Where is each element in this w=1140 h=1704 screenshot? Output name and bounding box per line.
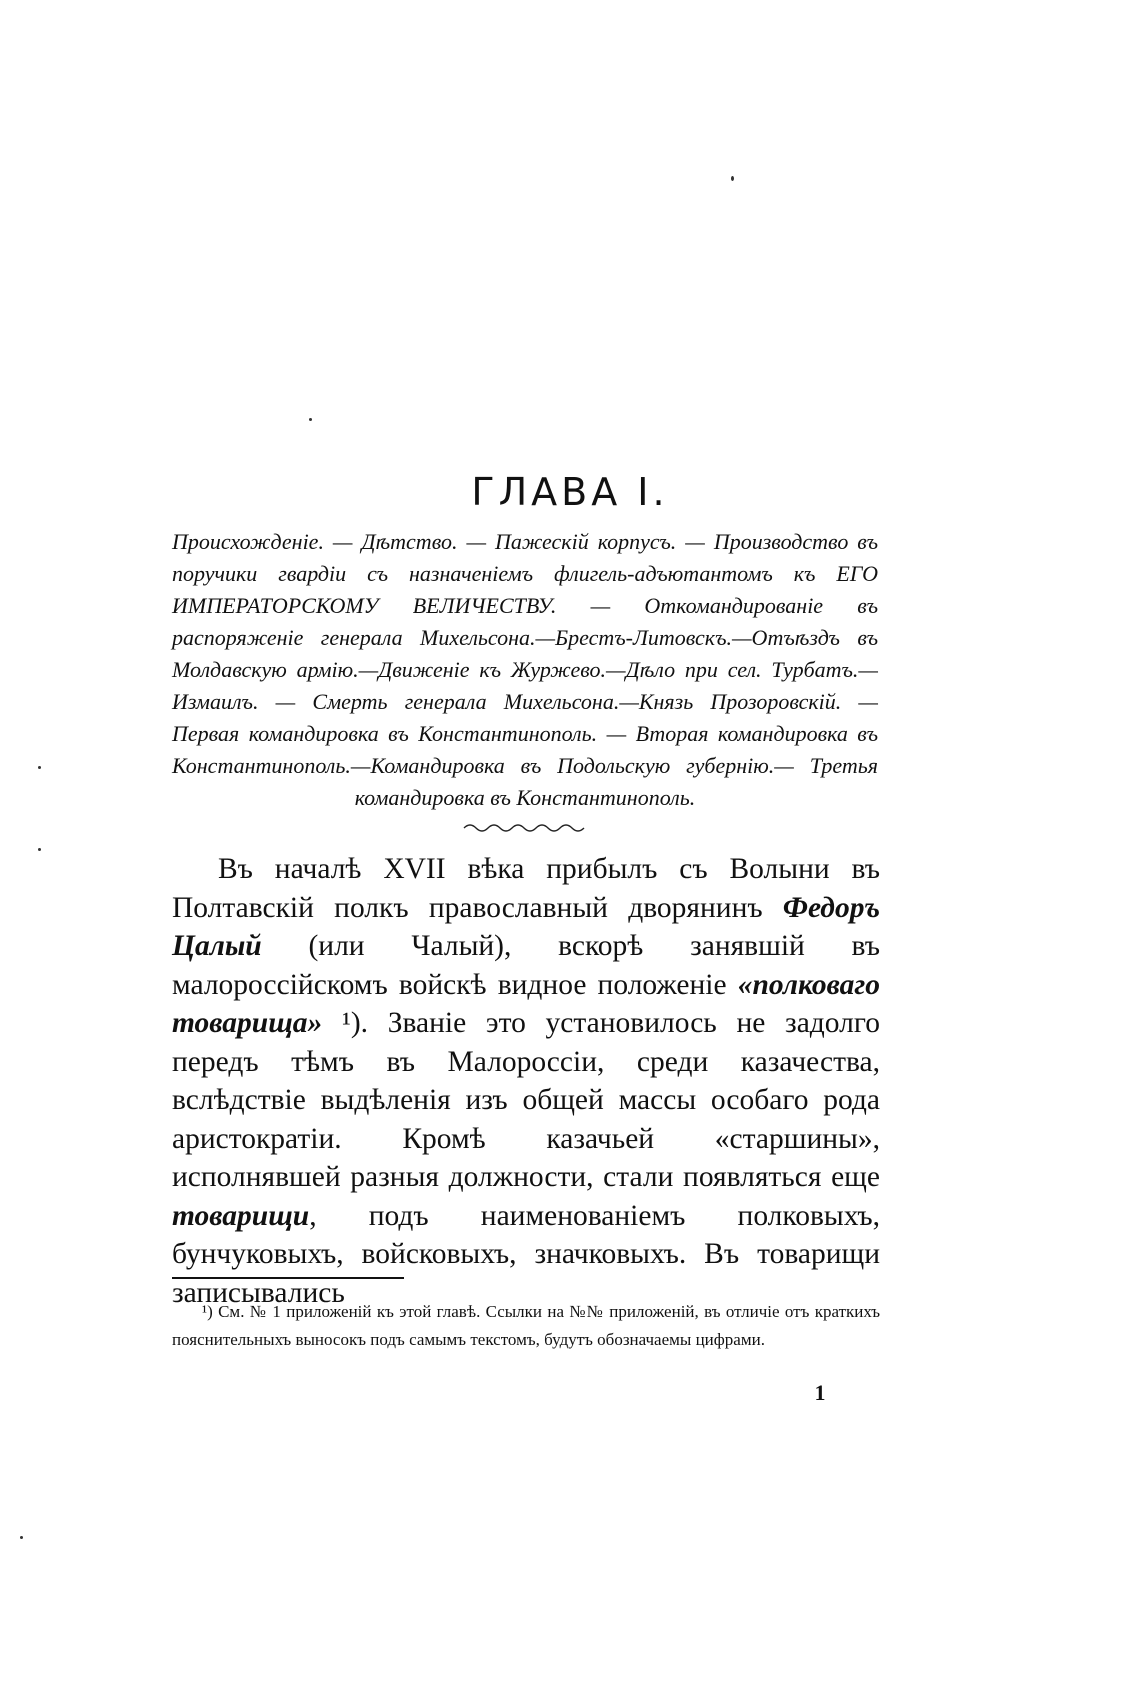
paper-speck [20, 1536, 23, 1539]
paper-speck [38, 848, 41, 851]
body-text-part: Званіе это установилось не задолго передъ тѣмъ въ Малороссіи, среди казачества, вслѣдствіе выдѣленія изъ общей массы особаго рода аристократіи. Кромѣ казачьей «старшины», исполнявшей разныя должности, стали появляться еще [172, 1007, 880, 1193]
paper-speck [309, 418, 312, 421]
emphasized-term: товарищи [172, 1199, 310, 1232]
body-paragraph [172, 850, 880, 1312]
footnote: ¹) См. № 1 приложеній къ этой главѣ. Ссылки на №№ приложеній, въ отличіе отъ краткихъ пояснительныхъ выносокъ подъ самымъ текстомъ, будутъ обозначаемы цифрами. [172, 1302, 880, 1349]
chapter-synopsis: Происхожденіе. — Дѣтство. — Пажескій корпусъ. — Производство въ поручики гвардіи съ назначеніемъ флигель-адъютантомъ къ ЕГО ИМПЕРАТОРСКОМУ ВЕЛИЧЕСТВУ. — Откомандированіе въ распоряженіе генерала Михельсона.—Брестъ-Литовскъ.—Отъѣздъ въ Молдавскую армію.—Движеніе къ Журжево.—Дѣло при сел. Турбатъ.— Измаилъ. — Смерть генерала Михельсона.—Князь Прозоровскій. — Первая командировка въ Константинополь. — Вторая командировка въ Константинополь.—Командировка въ Подольскую губернію.— Третья командировка въ Константинополь. [172, 529, 878, 810]
body-text-part: (или Чалый), вскорѣ занявшій въ малороссійскомъ войскѣ видное положеніе [172, 930, 880, 1001]
body-text-part: Въ началѣ XVII вѣка прибылъ съ Волыни въ Полтавскій полкъ православный дворянинъ [172, 853, 880, 924]
footnote-reference: ¹). [322, 1007, 388, 1039]
emphasized-term: «полковаго товарища» [172, 968, 880, 1039]
ornament-divider-icon [462, 820, 588, 834]
emphasized-name: Федоръ Цалый [172, 891, 880, 962]
footnote-separator [172, 1277, 404, 1279]
body-text-part: , подъ наименованіемъ полковыхъ, бунчуковыхъ, войсковыхъ, значковыхъ. Въ товарищи записывались [172, 1199, 880, 1309]
page-number: 1 [814, 1380, 826, 1405]
chapter-title: ГЛАВА I. [471, 470, 669, 514]
paper-speck [731, 176, 734, 181]
paper-speck [38, 766, 41, 769]
